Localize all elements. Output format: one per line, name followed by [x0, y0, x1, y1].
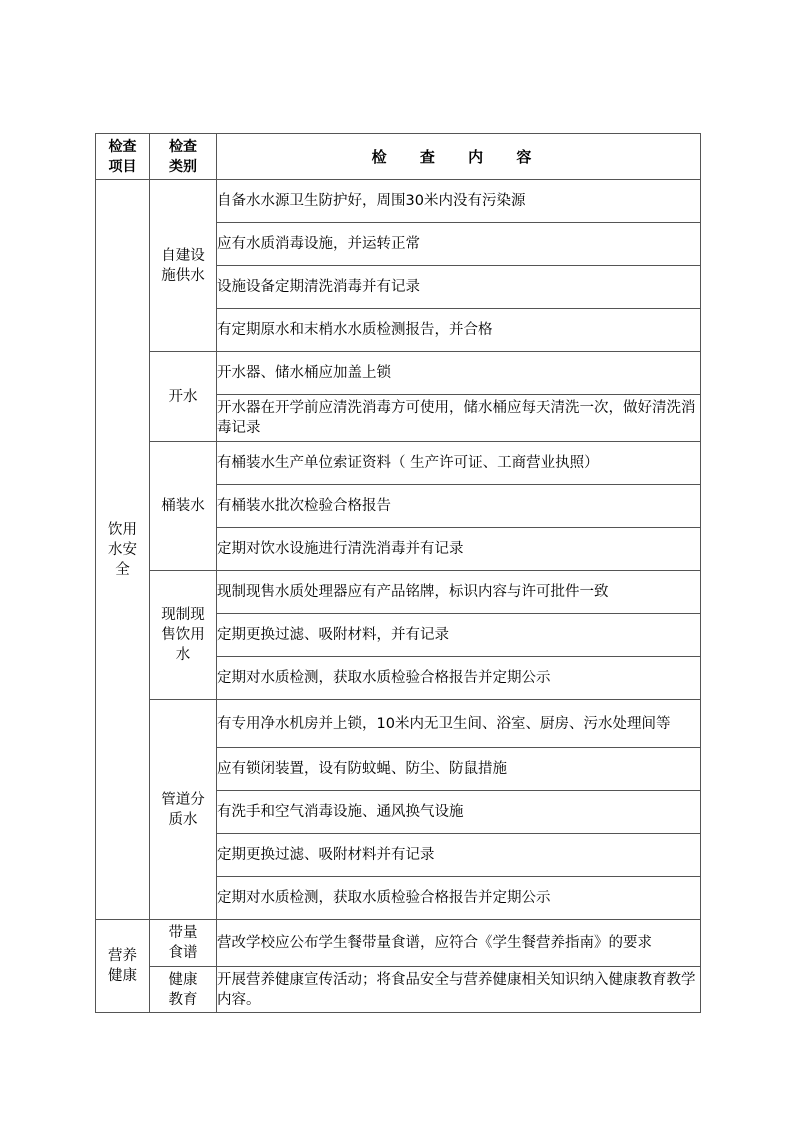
header-row: [96, 134, 701, 180]
content-cell: 有桶装水生产单位索证资料（ 生产许可证、工商营业执照）: [217, 442, 701, 485]
content-cell: 开水器、储水桶应加盖上锁: [217, 352, 701, 395]
content-cell: 有定期原水和末梢水水质检测报告，并合格: [217, 309, 701, 352]
content-cell: 有桶装水批次检验合格报告: [217, 485, 701, 528]
content-cell: 定期更换过滤、吸附材料并有记录: [217, 834, 701, 877]
table-row: [96, 920, 701, 967]
content-cell: 应有水质消毒设施，并运转正常: [217, 223, 701, 266]
content-cell: 自备水水源卫生防护好，周围30米内没有污染源: [217, 180, 701, 223]
content-cell: 定期对水质检测，获取水质检验合格报告并定期公示: [217, 657, 701, 700]
content-cell: 有专用净水机房并上锁，10米内无卫生间、浴室、厨房、污水处理间等: [217, 700, 701, 748]
content-cell: 定期对饮水设施进行清洗消毒并有记录: [217, 528, 701, 571]
category-boiled-water: 开水: [150, 352, 217, 442]
content-cell: 现制现售水质处理器应有产品铭牌，标识内容与许可批件一致: [217, 571, 701, 614]
content-cell: 开展营养健康宣传活动；将食品安全与营养健康相关知识纳入健康教育教学内容。: [217, 967, 701, 1013]
table-row: [96, 442, 701, 485]
table-row: [96, 700, 701, 748]
category-self-built: 自建设施供水: [150, 180, 217, 352]
content-cell: 应有锁闭装置，设有防蚊蝇、防尘、防鼠措施: [217, 748, 701, 791]
table-row: [96, 571, 701, 614]
category-health-education: 健康教育: [150, 967, 217, 1013]
category-pipe-water: 管道分质水: [150, 700, 217, 920]
header-item: 检查项目: [96, 134, 150, 180]
header-category: 检查类别: [150, 134, 217, 180]
content-cell: 定期对水质检测，获取水质检验合格报告并定期公示: [217, 877, 701, 920]
inspection-table: [95, 133, 701, 1013]
table-row: [96, 967, 701, 1013]
category-on-site-water: 现制现售饮用水: [150, 571, 217, 700]
content-cell: 营改学校应公布学生餐带量食谱，应符合《学生餐营养指南》的要求: [217, 920, 701, 967]
content-cell: 有洗手和空气消毒设施、通风换气设施: [217, 791, 701, 834]
category-quantified-menu: 带量食谱: [150, 920, 217, 967]
table-row: [96, 180, 701, 223]
header-content: 检 查 内 容: [217, 134, 701, 180]
content-cell: 定期更换过滤、吸附材料，并有记录: [217, 614, 701, 657]
content-cell: 开水器在开学前应清洗消毒方可使用，储水桶应每天清洗一次，做好清洗消毒记录: [217, 395, 701, 442]
item-nutrition-health: 营养健康: [96, 920, 150, 1013]
table-row: [96, 352, 701, 395]
content-cell: 设施设备定期清洗消毒并有记录: [217, 266, 701, 309]
item-water-safety: 饮用水安全: [96, 180, 150, 920]
category-barreled-water: 桶装水: [150, 442, 217, 571]
